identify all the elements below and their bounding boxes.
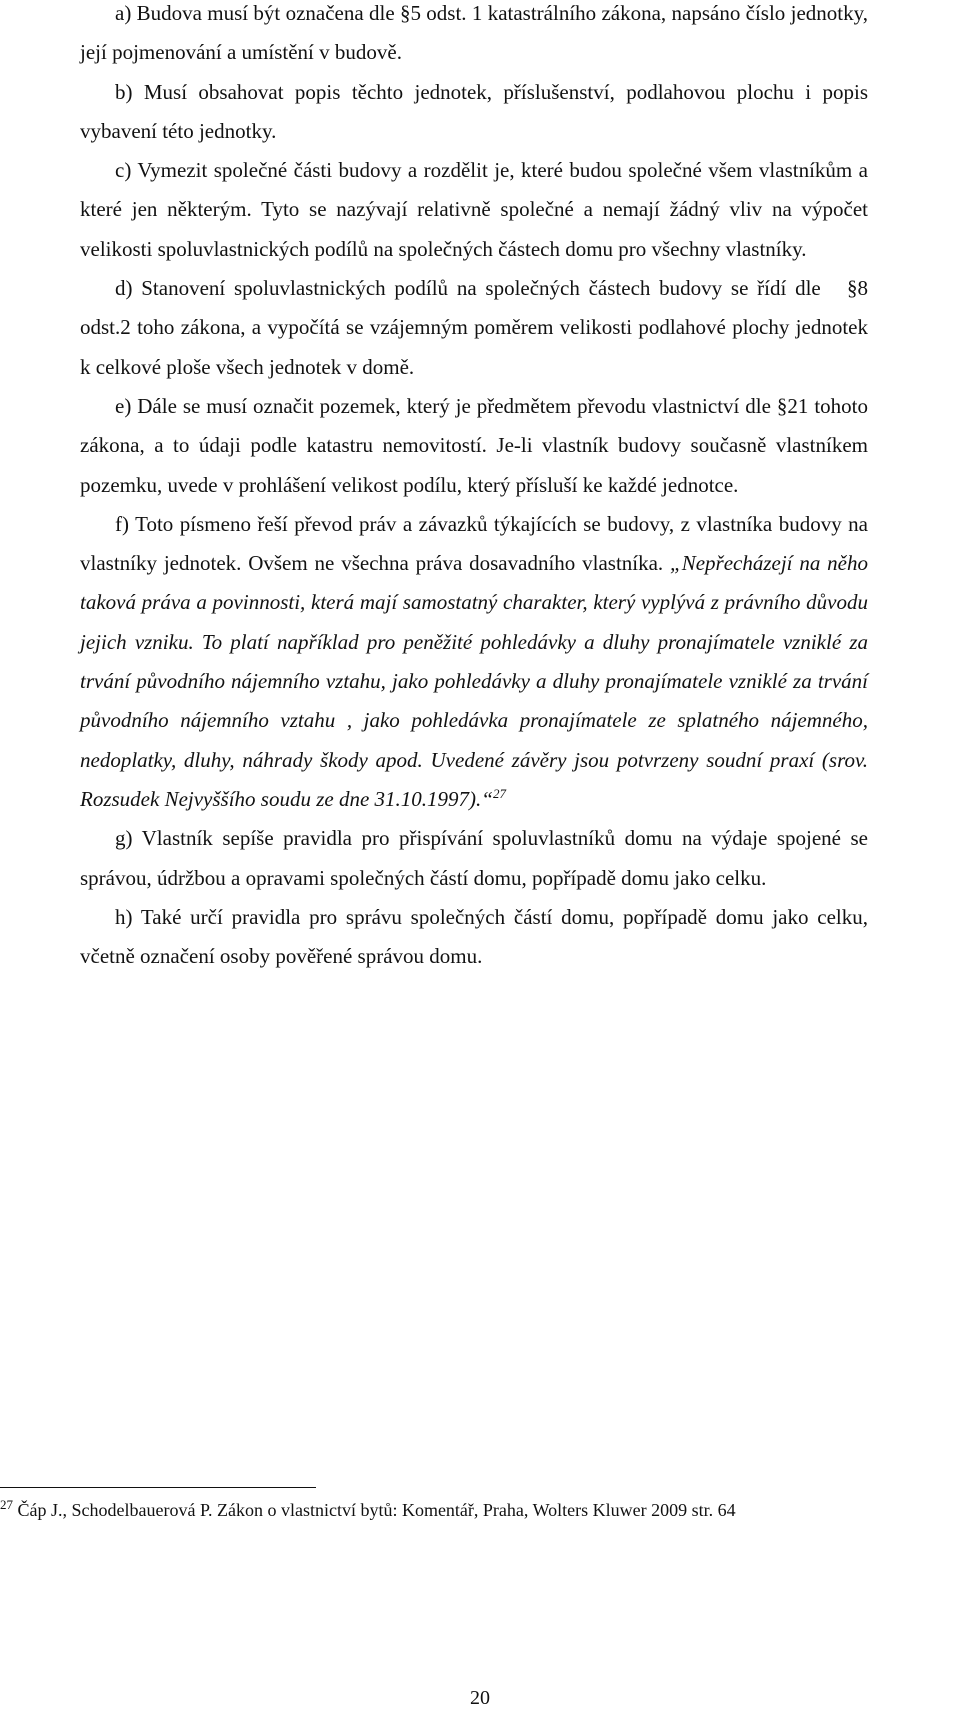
paragraph-f: [80, 505, 868, 819]
document-page: [80, 0, 874, 976]
paragraph-e: [80, 387, 868, 505]
paragraph-d-text: d) Stanovení spoluvlastnických podílů na společných částech budovy se řídí dle §8 odst.2 toho zákona, a vypočítá se vzájemným poměrem velikosti podlahové plochy jednotek k celkové ploše všech jednotek v domě.: [80, 276, 874, 379]
footnote-separator: [0, 1487, 316, 1488]
paragraph-a-text: a) Budova musí být označena dle §5 odst. 1 katastrálního zákona, napsáno číslo jednotky, její pojmenování a umístění v budově.: [80, 1, 868, 65]
paragraph-b: [80, 73, 868, 152]
page-number: 20: [470, 1687, 490, 1709]
footnote-reference-27[interactable]: 27: [492, 785, 506, 801]
paragraph-g-text: g) Vlastník sepíše pravidla pro přispívání spoluvlastníků domu na výdaje spojené se správou, údržbou a opravami společných částí domu, popřípadě domu jako celku.: [80, 826, 868, 890]
paragraph-e-text: e) Dále se musí označit pozemek, který je předmětem převodu vlastnictví dle §21 tohoto zákona, a to údaji podle katastru nemovitostí. Je-li vlastník budovy současně vlastníkem pozemku, uvede v prohlášení velikost podílu, který přísluší ke každé jednotce.: [80, 393, 868, 497]
footnote-marker: 27: [0, 1497, 13, 1512]
paragraph-g: [80, 819, 868, 898]
paragraph-h-text: h) Také určí pravidla pro správu společných částí domu, popřípadě domu jako celku, včetně označení osoby pověřené správou domu.: [80, 904, 868, 969]
paragraph-f-quote: „Nepřecházejí na něho taková práva a povinnosti, která mají samostatný charakter, který vyplývá z právního důvodu jejich vzniku. To platí například pro peněžité pohledávky a dluhy pronajímatele vzniklé za trvání původního nájemního vztahu, jako pohledávky a dluhy pronajímatele vzniklé za trvání původního nájemního vztahu , jako pohledávka pronajímatele ze splatného nájemného, nedoplatky, dluhy, náhrady škody apod. Uvedené závěry jsou potvrzeny soudní praxí (srov. Rozsudek Nejvyššího soudu ze dne 31.10.1997).“: [80, 551, 869, 811]
paragraph-h: [80, 898, 868, 977]
paragraph-c: [80, 151, 868, 269]
paragraph-b-text: b) Musí obsahovat popis těchto jednotek, příslušenství, podlahovou plochu i popis vybavení této jednotky.: [80, 79, 868, 143]
footnote-text: Čáp J., Schodelbauerová P. Zákon o vlastnictví bytů: Komentář, Praha, Wolters Kluwer 2009 str. 64: [13, 1500, 736, 1520]
paragraph-f-text: f) Toto písmeno řeší převod práv a závazků týkajících se budovy, z vlastníka budovy na vlastníky jednotek. Ovšem ne všechna práva dosavadního vlastníka.: [80, 511, 868, 576]
footnote-27: [0, 1498, 858, 1522]
body-text: [80, 0, 874, 976]
paragraph-d: [80, 269, 874, 387]
paragraph-a: [80, 0, 868, 73]
paragraph-c-text: c) Vymezit společné části budovy a rozdělit je, které budou společné všem vlastníkům a které jen některým. Tyto se nazývají relativně společné a nemají žádný vliv na výpočet velikosti spoluvlastnických podílů na společných částech domu pro všechny vlastníky.: [80, 158, 868, 261]
